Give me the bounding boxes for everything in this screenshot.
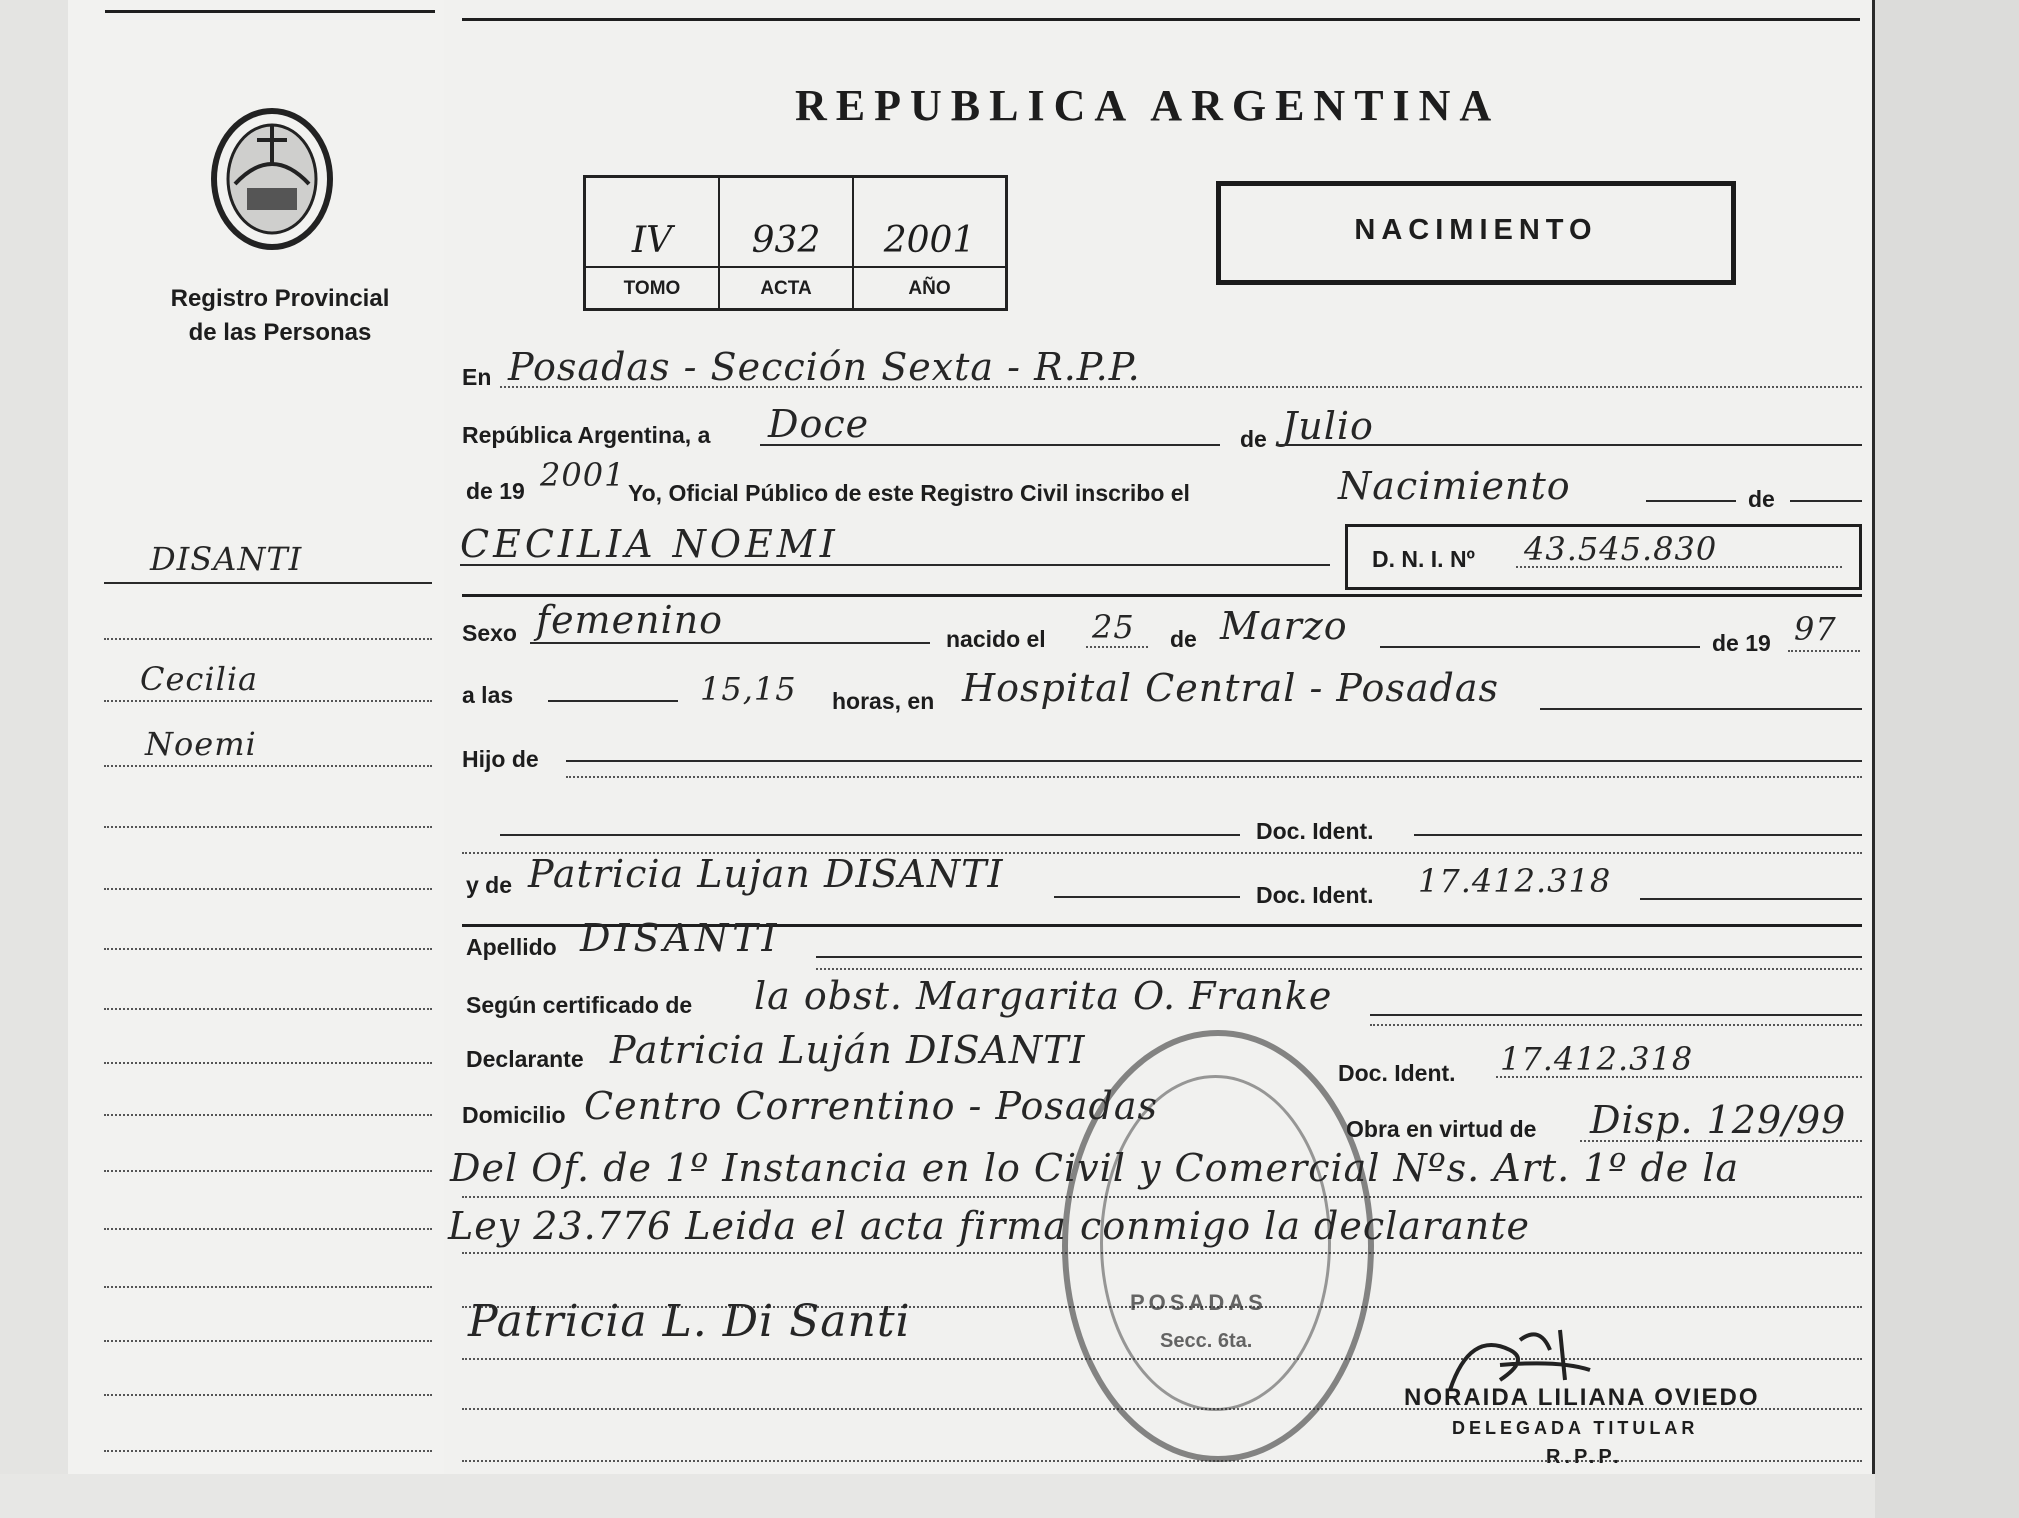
declarante-doc-value: 17.412.318: [1500, 1040, 1694, 1078]
form-rule: [500, 834, 1240, 836]
page-edge: [0, 1474, 1875, 1518]
nacido-label: nacido el: [946, 626, 1046, 652]
stub-rule: [104, 826, 432, 828]
stub-rule: [104, 1394, 432, 1396]
republica-label: República Argentina, a: [462, 422, 711, 448]
domicilio-value: Centro Correntino - Posadas: [584, 1084, 1158, 1128]
de-label: de: [1240, 426, 1267, 452]
form-rule: [1086, 646, 1148, 648]
en-value: Posadas - Sección Sexta - R.P.P.: [508, 345, 1141, 389]
stub-rule: [104, 1228, 432, 1230]
form-rule: [1580, 1140, 1862, 1142]
alas-label: a las: [462, 682, 514, 708]
form-rule-thick: [462, 594, 1862, 597]
stub-rule: [104, 700, 432, 702]
de-label-3: de: [1170, 626, 1197, 652]
hijo-label: Hijo de: [462, 746, 539, 772]
form-rule: [1414, 834, 1862, 836]
stub-rule: [104, 888, 432, 890]
tomo-label: TOMO: [623, 278, 681, 299]
form-rule: [1380, 646, 1700, 648]
stub-rule: [104, 638, 432, 640]
document-type-label: NACIMIENTO: [1354, 214, 1598, 246]
horas-label: horas, en: [832, 688, 935, 714]
form-rule: [1370, 1024, 1862, 1026]
acta-value: 932: [751, 220, 821, 261]
stub-rule: [104, 582, 432, 584]
registry-label-line1: Registro Provincial: [170, 285, 390, 312]
statement-value: Nacimiento: [1338, 464, 1571, 508]
stub-rule: [104, 1286, 432, 1288]
segun-label: Según certificado de: [466, 992, 693, 1018]
person-name: CECILIA NOEMI: [460, 522, 839, 566]
declarante-value: Patricia Luján DISANTI: [610, 1028, 1086, 1072]
sexo-label: Sexo: [462, 620, 517, 646]
form-rule: [530, 642, 930, 644]
form-rule: [566, 776, 1862, 778]
apellido-value: DISANTI: [580, 916, 781, 960]
stamp-section: Secc. 6ta.: [1160, 1330, 1253, 1352]
stub-name2: Noemi: [145, 725, 257, 763]
form-rule: [816, 956, 1862, 958]
stub-rule: [104, 1114, 432, 1116]
ano-label: AÑO: [908, 278, 951, 299]
obra-label: Obra en virtud de: [1346, 1116, 1537, 1142]
binding-margin: [1875, 0, 2019, 1518]
nacido-year: 97: [1794, 610, 1837, 648]
stub-name1: Cecilia: [140, 660, 259, 698]
de-label-2: de: [1748, 486, 1775, 512]
official-name: NORAIDA LILIANA OVIEDO: [1404, 1384, 1760, 1411]
declarante-label: Declarante: [466, 1046, 584, 1072]
form-rule: [1370, 1014, 1862, 1016]
declarante-signature: Patricia L. Di Santi: [468, 1296, 911, 1347]
stub-rule: [104, 1450, 432, 1452]
stub-rule: [104, 1340, 432, 1342]
stub-rule: [104, 1008, 432, 1010]
country-title: REPUBLICA ARGENTINA: [795, 81, 1501, 130]
stamp-city: POSADAS: [1130, 1290, 1267, 1315]
official-stamp-inner-ring: [1100, 1075, 1331, 1411]
stub-rule: [104, 1170, 432, 1172]
en-label: En: [462, 364, 492, 390]
form-rule: [1540, 708, 1862, 710]
declarante-doc-label: Doc. Ident.: [1338, 1060, 1456, 1086]
official-office: R.P.P.: [1546, 1446, 1623, 1468]
stub-surname: DISANTI: [150, 540, 303, 578]
stub-rule: [104, 948, 432, 950]
month-value: Julio: [1282, 404, 1374, 448]
form-rule: [566, 760, 1862, 762]
record-number-box: [583, 175, 1008, 311]
sexo-value: femenino: [536, 598, 724, 642]
dni-value: 43.545.830: [1524, 530, 1718, 568]
lugar-value: Hospital Central - Posadas: [962, 666, 1499, 710]
form-rule: [548, 700, 678, 702]
form-rule: [1496, 1076, 1862, 1078]
form-rule: [760, 444, 1220, 446]
form-rule: [816, 968, 1862, 970]
form-rule: [1276, 444, 1862, 446]
year-prefix-label: de 19: [466, 478, 525, 504]
note-line-2: Ley 23.776 Leida el acta firma conmigo la declarante: [448, 1204, 1531, 1248]
form-rule: [1788, 650, 1860, 652]
acta-cell: [720, 178, 854, 308]
year-value: 2001: [540, 456, 626, 494]
form-rule: [1054, 896, 1240, 898]
ano-value: 2001: [883, 220, 976, 261]
note-line-1: Del Of. de 1º Instancia en lo Civil y Comercial Nºs. Art. 1º de la: [450, 1146, 1740, 1190]
registry-label-line2: de las Personas: [188, 319, 372, 346]
misiones-coat-of-arms-icon: [205, 104, 340, 254]
domicilio-label: Domicilio: [462, 1102, 566, 1128]
tomo-cell: [586, 178, 720, 308]
official-title: DELEGADA TITULAR: [1452, 1418, 1699, 1438]
ano-cell: [854, 178, 1005, 308]
acta-label: ACTA: [760, 278, 812, 299]
stub-rule: [104, 765, 432, 767]
form-rule: [1640, 898, 1862, 900]
madre-doc-label: Doc. Ident.: [1256, 882, 1374, 908]
registry-label: [120, 282, 440, 350]
day-value: Doce: [768, 402, 870, 446]
form-rule: [500, 386, 1862, 388]
form-rule: [460, 564, 1330, 566]
madre-value: Patricia Lujan DISANTI: [528, 852, 1004, 896]
hora-value: 15,15: [700, 670, 797, 708]
form-rule: [1790, 500, 1862, 502]
yde-label: y de: [466, 872, 513, 898]
dni-label: D. N. I. Nº: [1372, 546, 1475, 572]
nacido-month: Marzo: [1220, 604, 1348, 648]
form-rule: [1516, 566, 1842, 568]
madre-doc-value: 17.412.318: [1418, 862, 1612, 900]
tomo-value: IV: [631, 220, 673, 261]
stub-rule: [104, 1062, 432, 1064]
statement-text: Yo, Oficial Público de este Registro Civil inscribo el: [628, 480, 1190, 506]
document-type-box: [1216, 181, 1736, 285]
obra-value: Disp. 129/99: [1590, 1098, 1847, 1142]
de19-label: de 19: [1712, 630, 1771, 656]
form-rule: [462, 1460, 1862, 1462]
top-rule-main: [462, 18, 1860, 21]
segun-value: la obst. Margarita O. Franke: [754, 974, 1333, 1018]
form-rule: [1646, 500, 1736, 502]
doc-ident-label: Doc. Ident.: [1256, 818, 1374, 844]
apellido-label: Apellido: [466, 934, 557, 960]
nacido-day: 25: [1092, 608, 1135, 646]
top-rule-left: [105, 10, 435, 13]
